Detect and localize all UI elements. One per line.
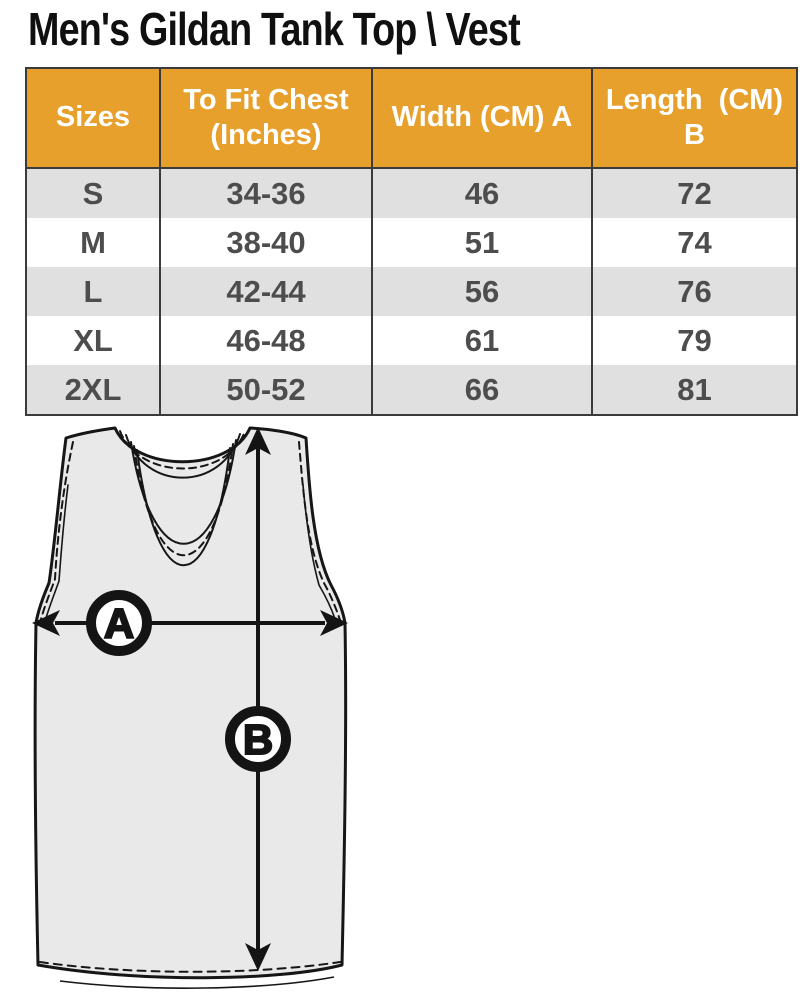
size-cell-s: S xyxy=(27,169,161,218)
size-cell-m: M xyxy=(27,218,161,267)
chest-cell-xl: 46-48 xyxy=(161,316,373,365)
length-cell-2xl: 81 xyxy=(593,365,796,414)
chest-cell-2xl: 50-52 xyxy=(161,365,373,414)
column-header-chest: To Fit Chest (Inches) xyxy=(161,69,373,169)
size-cell-2xl: 2XL xyxy=(27,365,161,414)
tank-top-diagram xyxy=(0,415,450,1000)
chest-cell-m: 38-40 xyxy=(161,218,373,267)
tank-top-outline xyxy=(35,428,345,978)
size-cell-xl: XL xyxy=(27,316,161,365)
length-cell-m: 74 xyxy=(593,218,796,267)
size-table xyxy=(25,67,798,416)
width-cell-xl: 61 xyxy=(373,316,593,365)
page-title: Men's Gildan Tank Top \ Vest xyxy=(28,3,520,55)
width-cell-s: 46 xyxy=(373,169,593,218)
width-cell-l: 56 xyxy=(373,267,593,316)
width-cell-m: 51 xyxy=(373,218,593,267)
column-header-width: Width (CM) A xyxy=(373,69,593,169)
length-cell-l: 76 xyxy=(593,267,796,316)
width-cell-2xl: 66 xyxy=(373,365,593,414)
length-cell-s: 72 xyxy=(593,169,796,218)
column-header-sizes: Sizes xyxy=(27,69,161,169)
length-cell-xl: 79 xyxy=(593,316,796,365)
chest-cell-s: 34-36 xyxy=(161,169,373,218)
column-header-length: Length (CM) B xyxy=(593,69,796,169)
marker-label-a: A xyxy=(103,600,135,647)
chest-cell-l: 42-44 xyxy=(161,267,373,316)
marker-label-b: B xyxy=(242,716,274,763)
size-cell-l: L xyxy=(27,267,161,316)
